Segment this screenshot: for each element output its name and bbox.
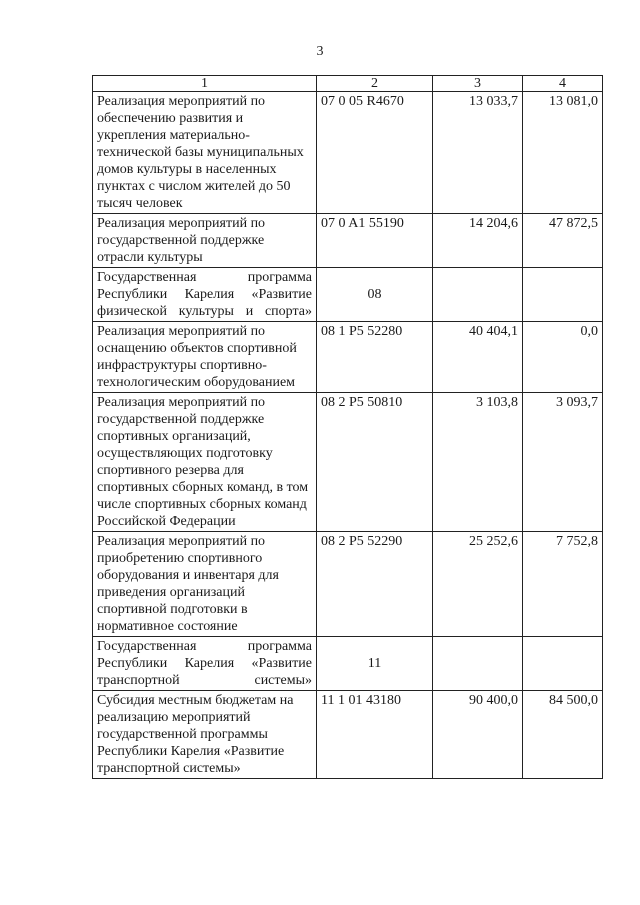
row-value-col4: 13 081,0 bbox=[523, 92, 603, 214]
row-name: Государственная программа Республики Карелия «Развитие физической культуры и спорта» bbox=[93, 268, 317, 322]
row-code: 07 0 05 R4670 bbox=[317, 92, 433, 214]
column-header: 1 bbox=[93, 76, 317, 92]
row-value-col4: 3 093,7 bbox=[523, 393, 603, 532]
column-header: 4 bbox=[523, 76, 603, 92]
row-value-col3 bbox=[433, 268, 523, 322]
column-header: 3 bbox=[433, 76, 523, 92]
table-row bbox=[93, 691, 603, 779]
row-name: Реализация мероприятий по приобретению спортивного оборудования и инвентаря для приведения организаций спортивной подготовки в нормативное состояние bbox=[93, 532, 317, 637]
row-name: Реализация мероприятий по оснащению объектов спортивной инфраструктуры спортивно-технологическим оборудованием bbox=[93, 322, 317, 393]
row-name: Реализация мероприятий по государственной поддержке отрасли культуры bbox=[93, 214, 317, 268]
table-row bbox=[93, 214, 603, 268]
row-value-col3: 14 204,6 bbox=[433, 214, 523, 268]
row-code: 11 bbox=[317, 637, 433, 691]
table-row bbox=[93, 393, 603, 532]
row-code: 08 bbox=[317, 268, 433, 322]
table-header-row bbox=[93, 76, 603, 92]
row-name: Субсидия местным бюджетам на реализацию мероприятий государственной программы Республики Карелия «Развитие транспортной системы» bbox=[93, 691, 317, 779]
row-name: Реализация мероприятий по государственной поддержке спортивных организаций, осуществляющих подготовку спортивного резерва для спортивных сборных команд, в том числе спортивных сборных команд Российской Федерации bbox=[93, 393, 317, 532]
row-code: 07 0 A1 55190 bbox=[317, 214, 433, 268]
row-name: Государственная программа Республики Карелия «Развитие транспортной системы» bbox=[93, 637, 317, 691]
row-value-col4 bbox=[523, 268, 603, 322]
table-row bbox=[93, 92, 603, 214]
row-value-col3: 40 404,1 bbox=[433, 322, 523, 393]
budget-table bbox=[92, 75, 603, 779]
row-value-col4: 47 872,5 bbox=[523, 214, 603, 268]
table-row bbox=[93, 322, 603, 393]
row-code: 08 2 P5 52290 bbox=[317, 532, 433, 637]
row-value-col3: 3 103,8 bbox=[433, 393, 523, 532]
page-number: 3 bbox=[316, 44, 324, 59]
row-value-col4: 84 500,0 bbox=[523, 691, 603, 779]
row-value-col3: 25 252,6 bbox=[433, 532, 523, 637]
table-row-program bbox=[93, 268, 603, 322]
table-row bbox=[93, 532, 603, 637]
table-row-program bbox=[93, 637, 603, 691]
row-code: 08 1 P5 52280 bbox=[317, 322, 433, 393]
row-value-col3 bbox=[433, 637, 523, 691]
row-value-col4: 7 752,8 bbox=[523, 532, 603, 637]
row-code: 11 1 01 43180 bbox=[317, 691, 433, 779]
column-header: 2 bbox=[317, 76, 433, 92]
row-value-col3: 13 033,7 bbox=[433, 92, 523, 214]
row-code: 08 2 P5 50810 bbox=[317, 393, 433, 532]
row-value-col4 bbox=[523, 637, 603, 691]
row-value-col4: 0,0 bbox=[523, 322, 603, 393]
row-name: Реализация мероприятий по обеспечению развития и укрепления материально-технической базы муниципальных домов культуры в населенных пунктах с числом жителей до 50 тысяч человек bbox=[93, 92, 317, 214]
row-value-col3: 90 400,0 bbox=[433, 691, 523, 779]
